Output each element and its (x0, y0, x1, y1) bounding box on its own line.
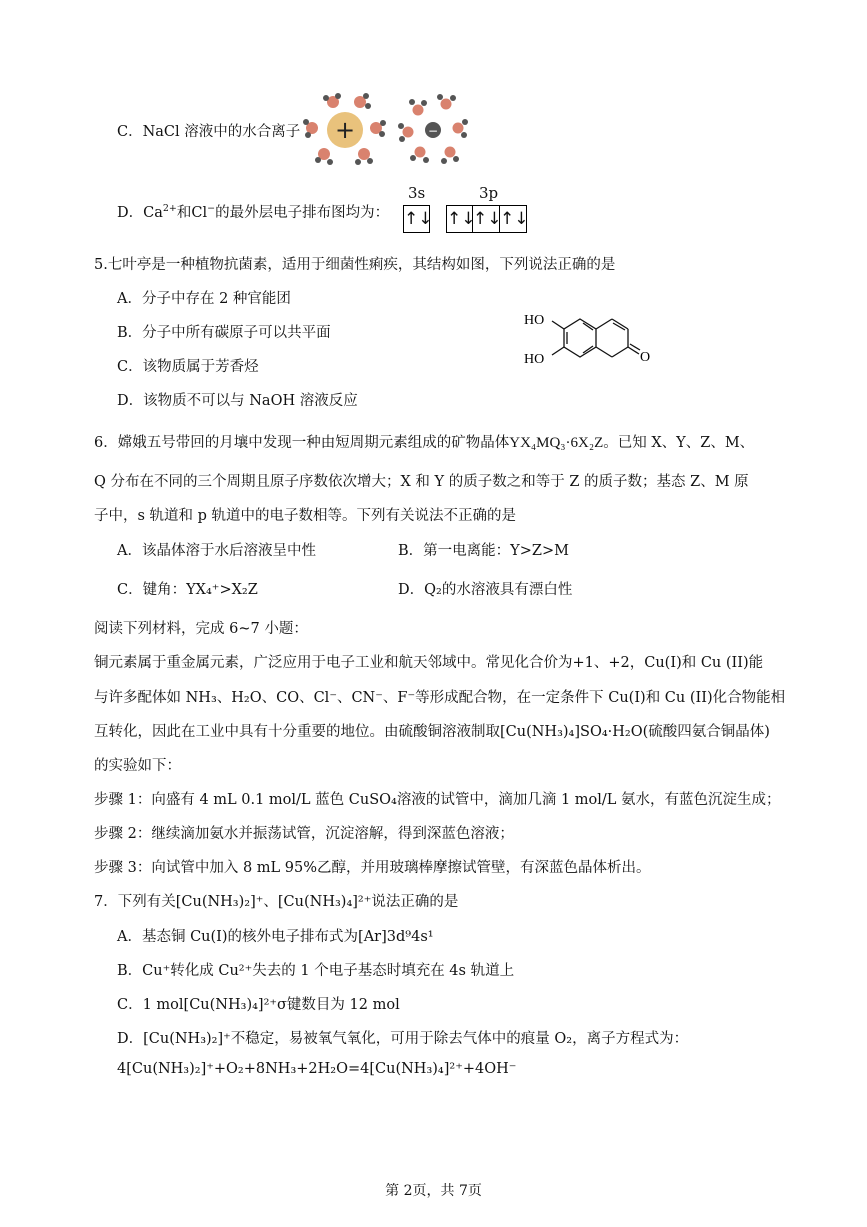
q6-line1 (94, 431, 754, 452)
q6-line1-a: 6．嫦娥五号带回的月壤中发现一种由短周期元素组成的矿物晶体 (94, 435, 510, 451)
q7-option-a: A．基态铜 Cu(I)的核外电子排布式为[Ar]3d⁹4s¹ (117, 929, 434, 945)
hydrated-ions-illustration (300, 88, 480, 168)
material-p2: 与许多配体如 NH₃、H₂O、CO、Cl⁻、CN⁻、F⁻等形成配合物，在一定条件下 Cu(I)和 Cu (II)化合物能相 (94, 690, 786, 706)
q6-line2: Q 分布在不同的三个周期且原子序数依次增大；X 和 Y 的质子数之和等于 Z 的质子数；基态 Z、M 原 (94, 474, 749, 490)
q5-option-a: A．分子中存在 2 种官能团 (117, 291, 291, 307)
orbital-3p-2: ↑↓ (473, 205, 500, 233)
material-p1: 铜元素属于重金属元素，广泛应用于电子工业和航天邻域中。常见化合价为+1、+2，Cu(I)和 Cu (II)能 (94, 655, 764, 671)
q6-formula: YX₄MQ₃·6X₂Z (509, 435, 604, 451)
material-step1: 步骤 1：向盛有 4 mL 0.1 mol/L 蓝色 CuSO₄溶液的试管中，滴加几滴 1 mol/L 氨水，有蓝色沉淀生成； (94, 792, 781, 808)
material-step2: 步骤 2：继续滴加氨水并振荡试管，沉淀溶解，得到深蓝色溶液； (94, 826, 514, 842)
q6-line3: 子中，s 轨道和 p 轨道中的电子数相等。下列有关说法不正确的是 (94, 508, 517, 524)
material-intro: 阅读下列材料，完成 6~7 小题： (94, 621, 308, 637)
q7-equation: 4[Cu(NH₃)₂]⁺+O₂+8NH₃+2H₂O=4[Cu(NH₃)₄]²⁺+4OH⁻ (117, 1061, 517, 1077)
q7-option-c: C．1 mol[Cu(NH₃)₄]²⁺σ键数目为 12 mol (117, 997, 400, 1013)
q7-option-b: B．Cu⁺转化成 Cu²⁺失去的 1 个电子基态时填充在 4s 轨道上 (117, 963, 515, 979)
orbital-box-3p (446, 205, 527, 233)
orbital-label-3p: 3p (479, 184, 499, 202)
option-d-mid: 和Cl (176, 205, 208, 221)
q5-option-d: D．该物质不可以与 NaOH 溶液反应 (117, 393, 358, 409)
q4-option-c: C．NaCl 溶液中的水合离子 (117, 124, 301, 140)
orbital-box-3s (403, 205, 433, 233)
q6-option-c: C．键角：YX₄⁺>X₂Z (117, 582, 258, 598)
q4-option-d (117, 201, 389, 222)
q7-stem: 7．下列有关[Cu(NH₃)₂]⁺、[Cu(NH₃)₄]²⁺说法正确的是 (94, 894, 459, 910)
cl-charge: − (207, 203, 216, 215)
hydroxyl-label-2: HO (524, 352, 545, 367)
page-footer: 第 2页，共 7页 (385, 1183, 482, 1199)
q7-option-d: D．[Cu(NH₃)₂]⁺不稳定，易被氧气氧化，可用于除去气体中的痕量 O₂，离子方程式为： (117, 1031, 689, 1047)
hydroxyl-label-1: HO (524, 313, 545, 328)
anion-sign: − (427, 124, 439, 138)
option-d-prefix: D．Ca (117, 205, 163, 221)
orbital-label-3s: 3s (408, 184, 426, 202)
orbital-3p-1: ↑↓ (446, 205, 473, 233)
cation-sign: + (334, 116, 356, 144)
carbonyl-oxygen-label: O (640, 350, 651, 365)
orbital-3p-3: ↑↓ (500, 205, 527, 233)
q5-stem: 5.七叶亭是一种植物抗菌素，适用于细菌性痢疾，其结构如图，下列说法正确的是 (94, 257, 616, 273)
q6-option-a: A．该晶体溶于水后溶液呈中性 (117, 543, 316, 559)
ca-charge: 2+ (162, 203, 177, 215)
material-p4: 的实验如下： (94, 758, 181, 774)
q5-option-c: C．该物质属于芳香烃 (117, 359, 259, 375)
esculetin-structure (522, 305, 662, 375)
q6-line1-b: 。已知 X、Y、Z、M、 (603, 435, 755, 451)
orbital-3s: ↑↓ (403, 205, 430, 233)
material-p3: 互转化，因此在工业中具有十分重要的地位。由硫酸铜溶液制取[Cu(NH₃)₄]SO₄·H₂O(硫酸四氨合铜晶体) (94, 724, 770, 740)
option-d-suffix: 的最外层电子排布图均为： (215, 205, 390, 221)
q6-option-d: D．Q₂的水溶液具有漂白性 (398, 582, 573, 598)
q5-option-b: B．分子中所有碳原子可以共平面 (117, 325, 331, 341)
material-step3: 步骤 3：向试管中加入 8 mL 95%乙醇，并用玻璃棒摩擦试管壁，有深蓝色晶体析出。 (94, 860, 651, 876)
q6-option-b: B．第一电离能：Y>Z>M (398, 543, 569, 559)
